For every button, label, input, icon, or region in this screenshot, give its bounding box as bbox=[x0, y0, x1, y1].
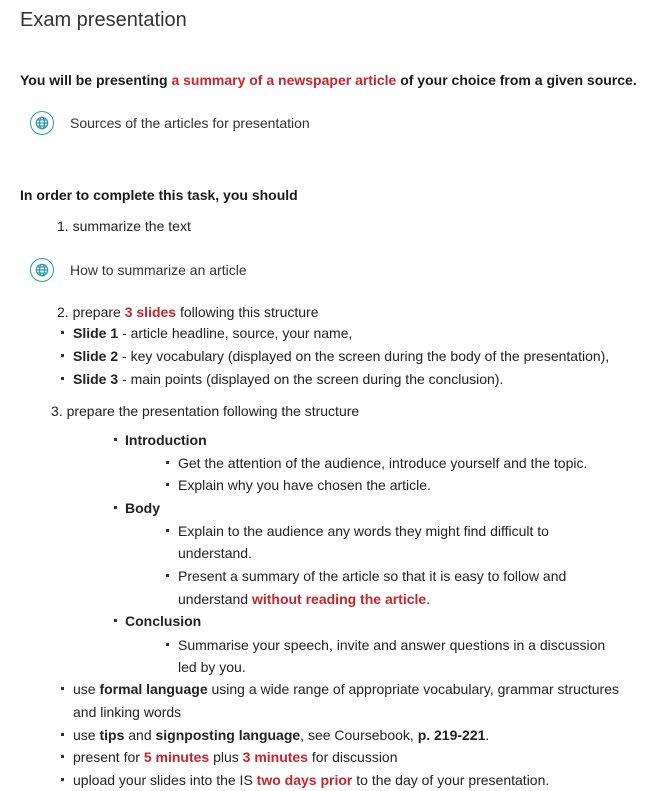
list-item-slide-1: Slide 1 - article headline, source, your name, bbox=[73, 325, 353, 341]
bullet bbox=[61, 733, 64, 736]
step-2: 2. prepare 3 slides following this structure bbox=[57, 304, 319, 320]
bullet bbox=[166, 461, 169, 464]
bullet bbox=[166, 643, 169, 646]
list-item: Present a summary of the article so that it is easy to follow and bbox=[178, 568, 567, 584]
section-introduction: Introduction bbox=[125, 432, 207, 448]
step-3: 3. prepare the presentation following the structure bbox=[51, 403, 360, 419]
resource-link-summarize[interactable] bbox=[30, 257, 247, 283]
task-heading: In order to complete this task, you should bbox=[20, 187, 298, 203]
list-item-upload: upload your slides into the IS two days prior to the day of your presentation. bbox=[73, 772, 550, 788]
bullet bbox=[166, 483, 169, 486]
list-item-slide-3: Slide 3 - main points (displayed on the screen during the conclusion). bbox=[73, 371, 504, 387]
resource-link-label: How to summarize an article bbox=[70, 262, 247, 278]
list-item-tips: use tips and signposting language, see Coursebook, p. 219-221. bbox=[73, 727, 490, 743]
bullet bbox=[61, 354, 64, 357]
bullet bbox=[114, 438, 117, 441]
bullet bbox=[61, 377, 64, 380]
list-item: Summarise your speech, invite and answer questions in a discussion bbox=[178, 637, 606, 653]
bullet bbox=[114, 506, 117, 509]
section-conclusion: Conclusion bbox=[125, 613, 202, 629]
bullet bbox=[166, 529, 169, 532]
bullet bbox=[61, 755, 64, 758]
bullet bbox=[61, 331, 64, 334]
list-item-continued: led by you. bbox=[178, 659, 246, 675]
list-item-slide-2: Slide 2 - key vocabulary (displayed on the screen during the body of the presentation), bbox=[73, 348, 610, 364]
globe-icon bbox=[30, 258, 54, 282]
bullet bbox=[166, 574, 169, 577]
list-item: Explain to the audience any words they might find difficult to bbox=[178, 523, 549, 539]
resource-link-sources[interactable] bbox=[30, 110, 310, 136]
globe-icon bbox=[30, 111, 54, 135]
list-item-formal-language: use formal language using a wide range of appropriate vocabulary, grammar structures bbox=[73, 681, 619, 697]
section-body: Body bbox=[125, 500, 160, 516]
page-title: Exam presentation bbox=[20, 9, 187, 31]
list-item-continued: understand without reading the article. bbox=[178, 591, 431, 607]
resource-link-label: Sources of the articles for presentation bbox=[70, 115, 310, 131]
bullet bbox=[61, 778, 64, 781]
bullet bbox=[114, 619, 117, 622]
bullet bbox=[61, 687, 64, 690]
list-item: Get the attention of the audience, introduce yourself and the topic. bbox=[178, 455, 588, 471]
intro-text: You will be presenting a summary of a newspaper article of your choice from a given source. bbox=[20, 72, 637, 88]
list-item: Explain why you have chosen the article. bbox=[178, 477, 431, 493]
list-item-continued: and linking words bbox=[73, 704, 182, 720]
list-item-present: present for 5 minutes plus 3 minutes for discussion bbox=[73, 749, 398, 765]
list-item-continued: understand. bbox=[178, 545, 252, 561]
step-1: 1. summarize the text bbox=[57, 218, 191, 234]
